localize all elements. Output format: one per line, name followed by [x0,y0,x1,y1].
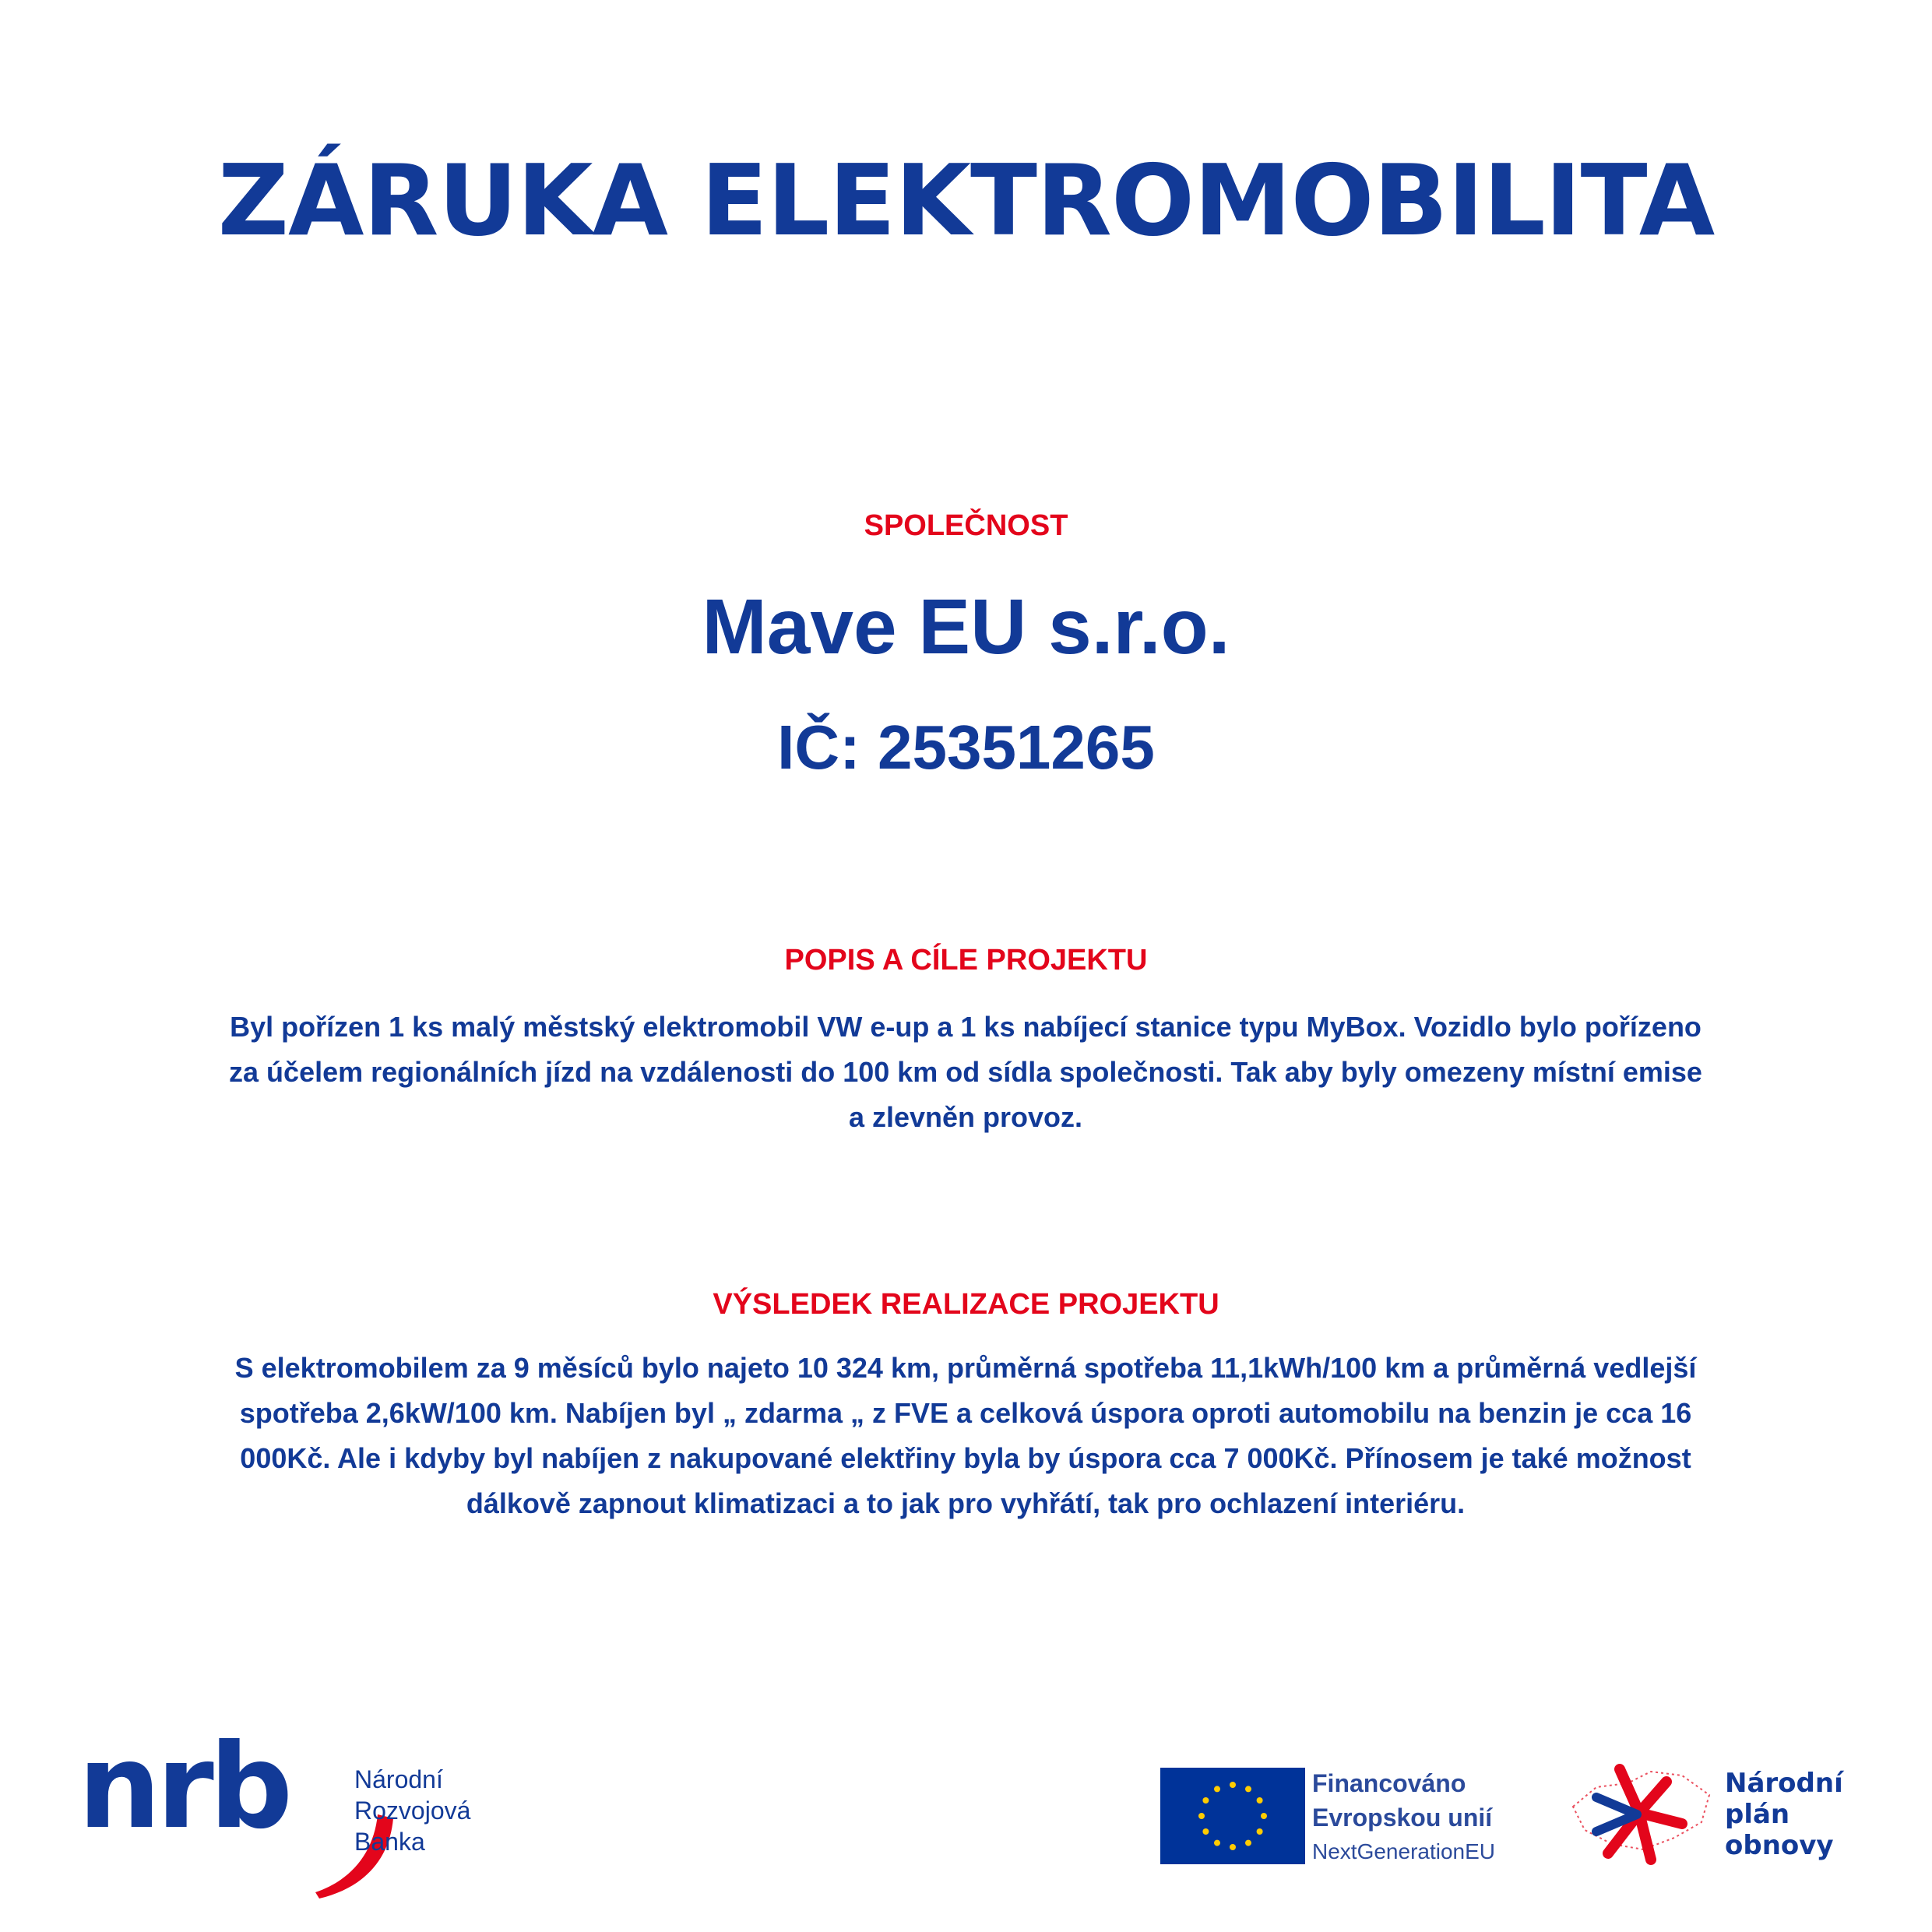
eu-logo [1160,1768,1534,1877]
nrb-line-2: Rozvojová [354,1797,471,1825]
company-ico: IČ: 25351265 [777,713,1155,782]
nrb-logo [78,1721,498,1892]
npo-star-icon [1565,1752,1721,1877]
company-name: Mave EU s.r.o. [702,583,1230,670]
company-label: SPOLEČNOST [864,509,1068,542]
eu-line-2: Evropskou unií [1312,1804,1493,1832]
result-text: S elektromobilem za 9 měsíců bylo najeto 10 324 km, průměrná spotřeba 11,1kWh/100 km a průměrná vedlejší spotřeba 2,6kW/100 km. Nabíjen byl „ zdarma „ z FVE a celková úspora oproti automobilu na benzin je cca 16 000Kč. Ale i kdyby byl nabíjen z nakupované elektřiny byla by úspora cca 7 000Kč. Přínosem je také možnost dálkově zapnout klimatizaci a to jak pro vyhřátí, tak pro ochlazení interiéru. [234,1352,1697,1519]
npo-line-2: plán [1725,1799,1790,1830]
npo-line-1: Národní [1725,1768,1843,1799]
npo-line-3: obnovy [1725,1830,1834,1861]
description-label: POPIS A CÍLE PROJEKTU [784,944,1148,977]
npo-logo [1565,1752,1877,1884]
nrb-mark: nrb [78,1719,289,1855]
eu-flag-icon [1160,1768,1305,1864]
eu-line-3: NextGenerationEU [1312,1839,1496,1863]
description-text: Byl pořízen 1 ks malý městský elektromobil VW e-up a 1 ks nabíjecí stanice typu MyBox. Vozidlo bylo pořízeno za účelem regionálních jízd na vzdálenosti do 100 km od sídla společnosti. Tak aby byly omezeny místní emise a zlevněn provoz. [229,1011,1702,1133]
eu-line-1: Financováno [1312,1769,1466,1797]
nrb-line-1: Národní [354,1765,443,1793]
nrb-line-3: Banka [354,1828,425,1856]
page-title: ZÁRUKA ELEKTROMOBILITA [217,143,1715,258]
result-label: VÝSLEDEK REALIZACE PROJEKTU [713,1288,1219,1321]
